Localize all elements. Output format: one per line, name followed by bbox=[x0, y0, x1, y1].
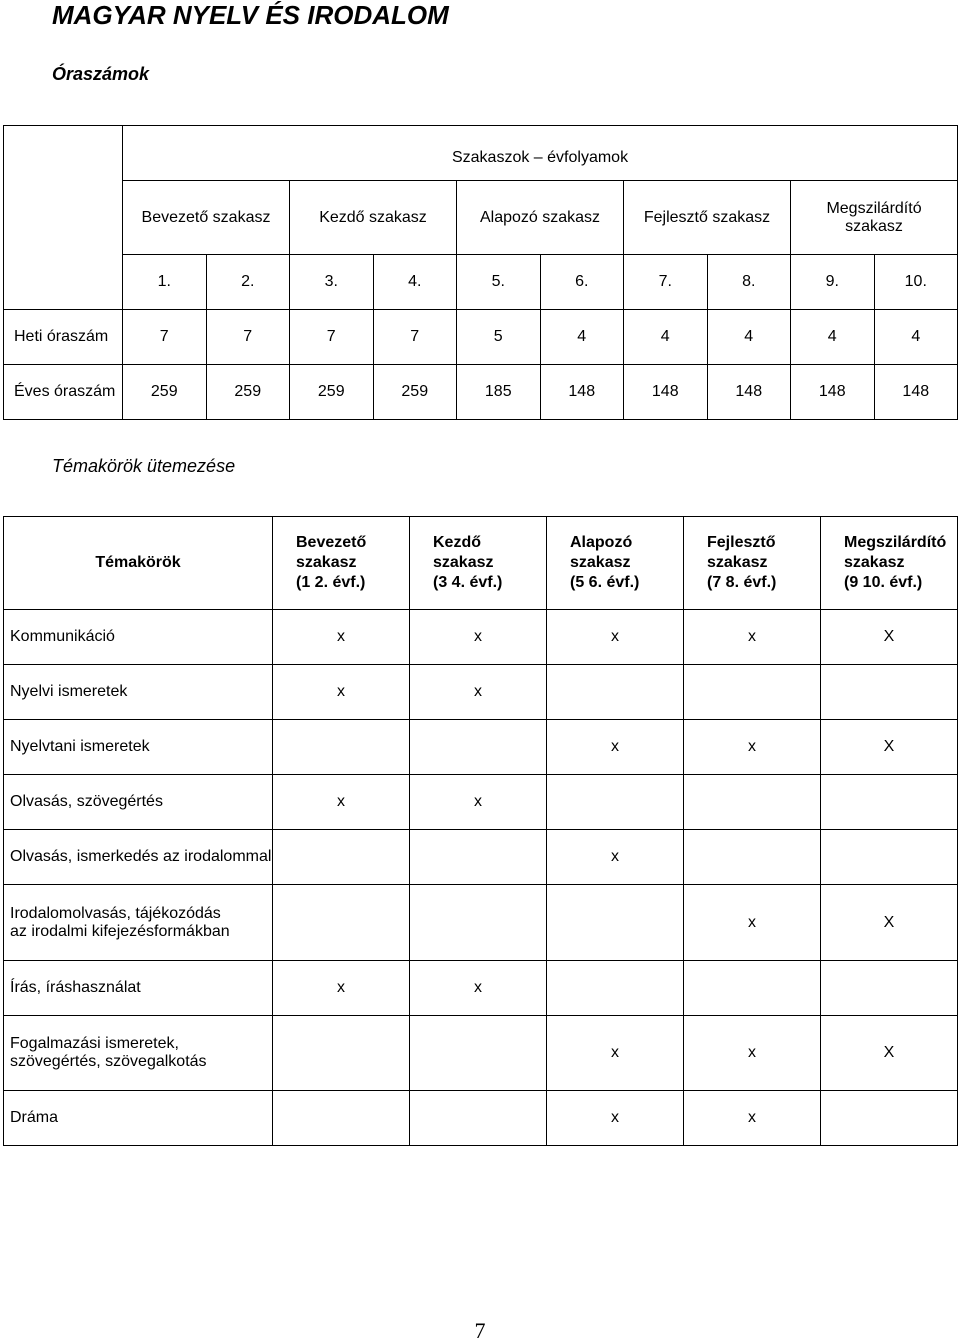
mark-cell: x bbox=[273, 665, 410, 720]
row-label: Heti óraszám bbox=[4, 310, 123, 365]
mark-cell bbox=[410, 1016, 547, 1091]
section-title-topics: Témakörök ütemezése bbox=[52, 456, 236, 476]
row-label: Éves óraszám bbox=[4, 365, 123, 420]
mark-cell: X bbox=[821, 610, 958, 665]
table-row bbox=[4, 1016, 958, 1091]
header-line: (7 8. évf.) bbox=[707, 574, 777, 591]
table-cell: 148 bbox=[624, 365, 708, 420]
topic-label: Írás, íráshasználat bbox=[4, 961, 273, 1016]
mark-cell: x bbox=[410, 665, 547, 720]
table-cell: 185 bbox=[457, 365, 541, 420]
grade-header: 3. bbox=[290, 255, 374, 310]
table-cell: 148 bbox=[540, 365, 624, 420]
mark-cell bbox=[821, 830, 958, 885]
table-cell: 4 bbox=[624, 310, 708, 365]
mark-cell: x bbox=[684, 1016, 821, 1091]
header-line: szakasz bbox=[296, 554, 357, 571]
mark-cell bbox=[410, 885, 547, 961]
mark-cell bbox=[821, 1091, 958, 1146]
mark-cell bbox=[273, 720, 410, 775]
table-row bbox=[4, 310, 958, 365]
header-line: Kezdő bbox=[433, 534, 481, 551]
grade-header: 4. bbox=[373, 255, 457, 310]
mark-cell bbox=[273, 1091, 410, 1146]
mark-cell bbox=[821, 665, 958, 720]
table-cell: 4 bbox=[707, 310, 791, 365]
grade-header: 10. bbox=[874, 255, 958, 310]
table-row bbox=[4, 775, 958, 830]
grade-header: 6. bbox=[540, 255, 624, 310]
mark-cell: x bbox=[547, 1016, 684, 1091]
grade-header: 5. bbox=[457, 255, 541, 310]
table-cell: 259 bbox=[373, 365, 457, 420]
hours-table bbox=[3, 125, 958, 420]
mark-cell: x bbox=[547, 830, 684, 885]
table-cell: 148 bbox=[791, 365, 875, 420]
mark-cell bbox=[410, 720, 547, 775]
header-line: szakasz bbox=[844, 554, 905, 571]
page-title: MAGYAR NYELV ÉS IRODALOM bbox=[52, 0, 449, 30]
mark-cell: x bbox=[410, 775, 547, 830]
topic-label: Dráma bbox=[4, 1091, 273, 1146]
table-cell: 7 bbox=[373, 310, 457, 365]
mark-cell bbox=[273, 830, 410, 885]
mark-cell bbox=[410, 1091, 547, 1146]
table-cell: 5 bbox=[457, 310, 541, 365]
topics-table bbox=[3, 516, 958, 1146]
grade-header: 9. bbox=[791, 255, 875, 310]
table-row bbox=[4, 830, 958, 885]
table-cell: 4 bbox=[540, 310, 624, 365]
mark-cell bbox=[547, 885, 684, 961]
mark-cell: x bbox=[547, 720, 684, 775]
header-line: Bevezető bbox=[296, 534, 367, 551]
topic-label: Fogalmazási ismeretek, szövegértés, szövegalkotás bbox=[4, 1016, 273, 1091]
header-line: (1 2. évf.) bbox=[296, 574, 366, 591]
mark-cell bbox=[547, 775, 684, 830]
mark-cell: x bbox=[684, 720, 821, 775]
mark-cell bbox=[273, 1016, 410, 1091]
header-line: szakasz bbox=[570, 554, 631, 571]
table-row bbox=[4, 885, 958, 961]
table-cell: 259 bbox=[290, 365, 374, 420]
table-row bbox=[4, 961, 958, 1016]
stage-header: Kezdő szakasz bbox=[290, 181, 457, 255]
mark-cell bbox=[410, 830, 547, 885]
stage-header: Bevezető szakasz bbox=[123, 181, 290, 255]
mark-cell bbox=[684, 961, 821, 1016]
topic-label: Irodalomolvasás, tájékozódás az irodalmi kifejezésformákban bbox=[4, 885, 273, 961]
topic-label: Nyelvtani ismeretek bbox=[4, 720, 273, 775]
table-cell: 7 bbox=[123, 310, 207, 365]
mark-cell: x bbox=[547, 610, 684, 665]
table-cell: 4 bbox=[791, 310, 875, 365]
mark-cell bbox=[821, 775, 958, 830]
section-title-hours: Óraszámok bbox=[52, 64, 150, 84]
mark-cell: X bbox=[821, 720, 958, 775]
table-cell: 148 bbox=[707, 365, 791, 420]
mark-cell: x bbox=[684, 1091, 821, 1146]
topics-header: Témakörök bbox=[4, 517, 273, 610]
header-line: szakasz bbox=[433, 554, 494, 571]
grade-header: 1. bbox=[123, 255, 207, 310]
topic-label: Olvasás, szövegértés bbox=[4, 775, 273, 830]
topic-label: Kommunikáció bbox=[4, 610, 273, 665]
table-row bbox=[4, 720, 958, 775]
mark-cell: x bbox=[410, 961, 547, 1016]
stage-column-header bbox=[273, 517, 410, 610]
stage-column-header bbox=[410, 517, 547, 610]
mark-cell bbox=[684, 775, 821, 830]
mark-cell: x bbox=[410, 610, 547, 665]
mark-cell: X bbox=[821, 1016, 958, 1091]
header-line: Alapozó bbox=[570, 534, 633, 551]
mark-cell bbox=[684, 830, 821, 885]
topic-label: Olvasás, ismerkedés az irodalommal bbox=[4, 830, 273, 885]
table-row bbox=[4, 365, 958, 420]
stages-header: Szakaszok – évfolyamok bbox=[123, 126, 958, 181]
grade-header: 7. bbox=[624, 255, 708, 310]
table-row bbox=[4, 610, 958, 665]
mark-cell: x bbox=[273, 610, 410, 665]
table-cell: 4 bbox=[874, 310, 958, 365]
grade-header: 2. bbox=[206, 255, 290, 310]
stage-header: Alapozó szakasz bbox=[457, 181, 624, 255]
stage-column-header bbox=[547, 517, 684, 610]
stage-column-header bbox=[684, 517, 821, 610]
table-cell: 7 bbox=[206, 310, 290, 365]
mark-cell bbox=[547, 961, 684, 1016]
grade-header: 8. bbox=[707, 255, 791, 310]
mark-cell bbox=[547, 665, 684, 720]
page-number: 7 bbox=[474, 1318, 486, 1343]
hours-corner-cell bbox=[4, 126, 123, 310]
topic-label: Nyelvi ismeretek bbox=[4, 665, 273, 720]
header-line: (5 6. évf.) bbox=[570, 574, 640, 591]
header-line: szakasz bbox=[707, 554, 768, 571]
mark-cell bbox=[821, 961, 958, 1016]
stage-header: Fejlesztő szakasz bbox=[624, 181, 791, 255]
table-cell: 259 bbox=[123, 365, 207, 420]
table-row bbox=[4, 1091, 958, 1146]
mark-cell bbox=[684, 665, 821, 720]
table-cell: 148 bbox=[874, 365, 958, 420]
mark-cell bbox=[273, 885, 410, 961]
mark-cell: x bbox=[684, 610, 821, 665]
header-line: Fejlesztő bbox=[707, 534, 776, 551]
mark-cell: x bbox=[273, 961, 410, 1016]
table-cell: 259 bbox=[206, 365, 290, 420]
table-cell: 7 bbox=[290, 310, 374, 365]
table-row bbox=[4, 665, 958, 720]
mark-cell: x bbox=[273, 775, 410, 830]
mark-cell: x bbox=[684, 885, 821, 961]
mark-cell: X bbox=[821, 885, 958, 961]
mark-cell: x bbox=[547, 1091, 684, 1146]
header-line: (3 4. évf.) bbox=[433, 574, 503, 591]
header-line: (9 10. évf.) bbox=[844, 574, 923, 591]
stage-column-header bbox=[821, 517, 958, 610]
header-line: Megszilárdító bbox=[844, 534, 947, 551]
stage-header: Megszilárdító szakasz bbox=[791, 181, 958, 255]
